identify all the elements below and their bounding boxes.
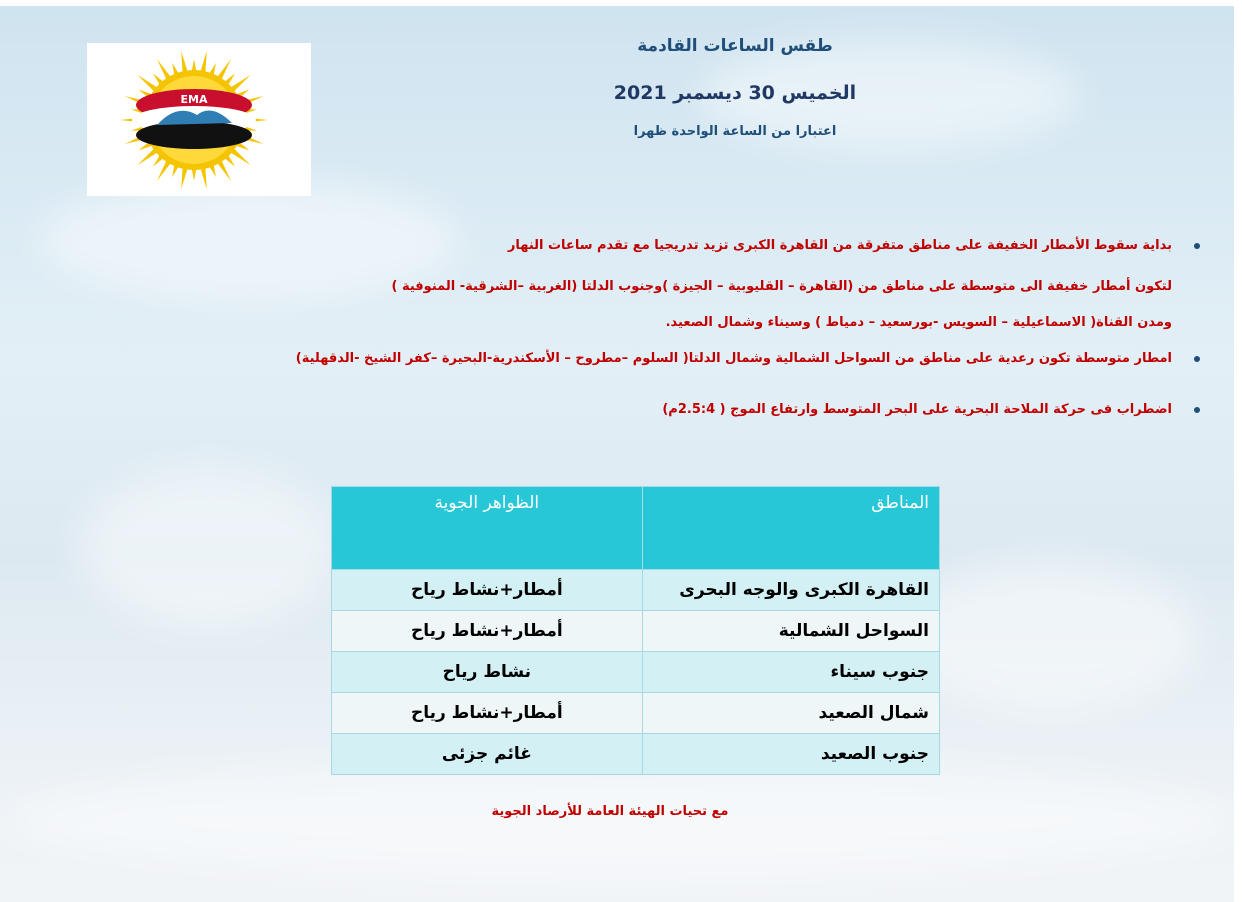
page-title: طقس الساعات القادمة: [637, 36, 833, 56]
phenomena-cell: نشاط رياح: [332, 652, 643, 693]
table-header-row: [332, 487, 940, 570]
table-row: [332, 570, 940, 611]
bullet-dot-icon: [1194, 407, 1200, 413]
phenomena-cell: أمطار+نشاط رياح: [332, 570, 643, 611]
bullet-item: امطار متوسطة تكون رعدية على مناطق من السواحل الشمالية وشمال الدلتا( السلوم –مطروح – الأسكندرية-البحيرة –كفر الشيخ -الدقهلية): [192, 349, 1202, 369]
region-cell: القاهرة الكبرى والوجه البحرى: [642, 570, 939, 611]
header-phenomena: الظواهر الجوية: [332, 487, 643, 570]
ema-logo-icon: [87, 43, 311, 196]
region-cell: جنوب الصعيد: [642, 734, 939, 775]
ema-logo: [87, 43, 311, 196]
cloud-decoration: [80, 470, 340, 630]
region-cell: جنوب سيناء: [642, 652, 939, 693]
bullet-item: بداية سقوط الأمطار الخفيفة على مناطق متفرقة من القاهرة الكبرى تزيد تدريجيا مع تقدم ساعات النهار: [192, 236, 1202, 256]
forecast-start-time: اعتبارا من الساعة الواحدة ظهرا: [633, 124, 837, 139]
bullet-dot-icon: [1194, 243, 1200, 249]
phenomena-cell: أمطار+نشاط رياح: [332, 611, 643, 652]
forecast-bullets: [192, 236, 1202, 420]
bullet-continuation: ومدن القناة( الاسماعيلية – السويس -بورسعيد – دمياط ) وسيناء وشمال الصعيد.: [665, 315, 1172, 330]
cloud-decoration: [0, 760, 1242, 880]
table-row: [332, 652, 940, 693]
phenomena-cell: أمطار+نشاط رياح: [332, 693, 643, 734]
bullet-item: اضطراب فى حركة الملاحة البحرية على البحر المتوسط وارتفاع الموج ( 2.5:4م): [192, 400, 1202, 420]
regions-table: [331, 486, 940, 775]
cloud-decoration: [900, 560, 1200, 710]
phenomena-cell: غائم جزئى: [332, 734, 643, 775]
table-row: [332, 611, 940, 652]
footer-greeting: مع تحيات الهيئة العامة للأرصاد الجوية: [491, 804, 729, 819]
table-row: [332, 734, 940, 775]
bullet-continuation: لتكون أمطار خفيفة الى متوسطة على مناطق من (القاهرة – القليوبية – الجيزة )وجنوب الدلتا (الغربية –الشرقية- المنوفية ): [391, 279, 1172, 294]
header-region: المناطق: [642, 487, 939, 570]
svg-text:EMA: EMA: [180, 93, 208, 106]
page-right-border: [1234, 0, 1242, 902]
table-row: [332, 693, 940, 734]
page-top-border: [0, 0, 1242, 6]
forecast-date: الخميس 30 ديسمبر 2021: [613, 82, 857, 104]
bullet-dot-icon: [1194, 356, 1200, 362]
region-cell: السواحل الشمالية: [642, 611, 939, 652]
region-cell: شمال الصعيد: [642, 693, 939, 734]
